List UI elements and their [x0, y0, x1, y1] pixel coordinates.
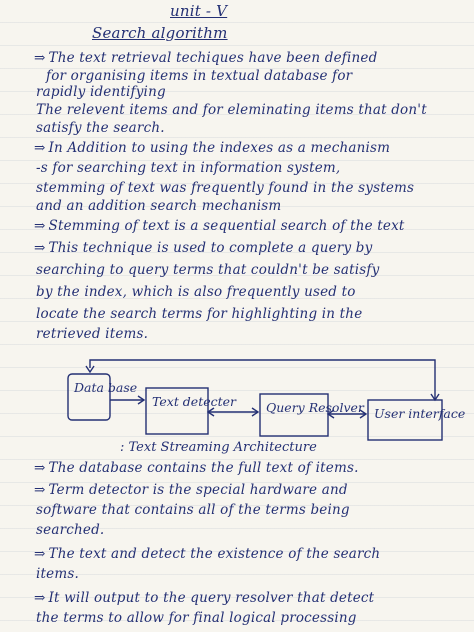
svg-text:Query Resolver: Query Resolver: [266, 400, 364, 415]
text-line-19: searched.: [36, 522, 105, 538]
arrow-icon: ⇒: [34, 590, 46, 606]
text-line-22: ⇒ It will output to the query resolver that detect: [34, 590, 375, 606]
text-line-9: and an addition search mechanism: [36, 198, 282, 214]
arrow-icon: ⇒: [34, 218, 46, 234]
text-line-20: ⇒ The text and detect the existence of the search: [34, 546, 381, 562]
text-line-16: ⇒ The database contains the full text of items.: [34, 460, 359, 476]
database-node: [68, 374, 137, 420]
arrow-icon: ⇒: [34, 460, 46, 476]
text-detector-node: [146, 388, 237, 434]
unit-heading: unit - V: [170, 2, 228, 20]
text-line-2: for organising items in textual database for: [46, 68, 353, 84]
user-interface-node: [368, 400, 465, 440]
svg-text:Data base: Data base: [74, 380, 138, 395]
text-line-7: -s for searching text in information system,: [36, 160, 341, 176]
diagram-caption: : Text Streaming Architecture: [120, 440, 317, 455]
query-resolver-node: [260, 394, 365, 436]
text-line-11: ⇒ This technique is used to complete a query by: [34, 240, 373, 256]
text-line-12: searching to query terms that couldn't be satisfy: [36, 262, 380, 278]
arrow-icon: ⇒: [34, 546, 46, 562]
page-title: Search algorithm: [92, 24, 228, 42]
text-line-15: retrieved items.: [36, 326, 149, 342]
text-line-18: software that contains all of the terms being: [36, 502, 350, 518]
arrow-icon: ⇒: [34, 482, 46, 498]
arrow-icon: ⇒: [34, 140, 46, 156]
text-line-5: satisfy the search.: [36, 120, 165, 136]
text-line-4: The relevent items and for eleminating items that don't: [36, 102, 427, 118]
text-line-21: items.: [36, 566, 79, 582]
arrow-icon: ⇒: [34, 240, 46, 256]
text-line-17: ⇒ Term detector is the special hardware and: [34, 482, 348, 498]
text-line-23: the terms to allow for final logical processing: [36, 610, 357, 626]
svg-text:User interface: User interface: [374, 406, 466, 421]
text-line-13: by the index, which is also frequently used to: [36, 284, 356, 300]
svg-text:Text detecter: Text detecter: [152, 394, 237, 409]
text-line-3: rapidly identifying: [36, 84, 166, 100]
text-line-1: ⇒ The text retrieval techiques have been defined: [34, 50, 378, 66]
arrow-icon: ⇒: [34, 50, 46, 66]
text-line-10: ⇒ Stemming of text is a sequential search of the text: [34, 218, 405, 234]
text-line-8: stemming of text was frequently found in the systems: [36, 180, 415, 196]
text-line-14: locate the search terms for highlighting in the: [36, 306, 363, 322]
text-line-6: ⇒ In Addition to using the indexes as a mechanism: [34, 140, 391, 156]
